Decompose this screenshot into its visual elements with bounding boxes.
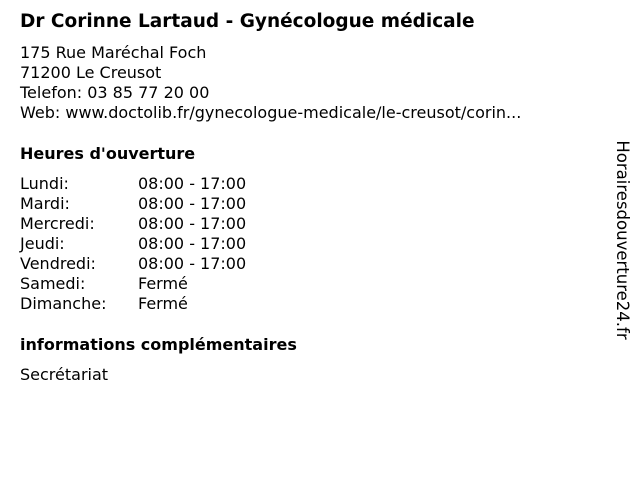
day-label: Vendredi: [20, 254, 96, 273]
opening-hours-heading: Heures d'ouverture [20, 144, 196, 163]
hours-row-monday [20, 174, 600, 194]
hours-row-sunday [20, 294, 600, 314]
time-range: 08:00 - 17:00 [138, 254, 247, 273]
day-label: Dimanche: [20, 294, 107, 313]
time-range: 08:00 - 17:00 [138, 214, 247, 233]
day-label: Lundi: [20, 174, 69, 193]
day-label: Mardi: [20, 194, 70, 213]
street-address: 175 Rue Maréchal Foch [20, 43, 207, 62]
time-range: Fermé [138, 274, 188, 293]
website-link[interactable]: Web: www.doctolib.fr/gynecologue-medicale/le-creusot/corin... [20, 103, 522, 122]
time-range: 08:00 - 17:00 [138, 174, 247, 193]
hours-row-tuesday [20, 194, 600, 214]
additional-info-heading: informations complémentaires [20, 335, 297, 354]
day-label: Mercredi: [20, 214, 95, 233]
hours-row-friday [20, 254, 600, 274]
business-card [20, 10, 600, 385]
day-label: Jeudi: [20, 234, 65, 253]
hours-row-thursday [20, 234, 600, 254]
phone-number: Telefon: 03 85 77 20 00 [20, 83, 210, 102]
day-label: Samedi: [20, 274, 86, 293]
time-range: 08:00 - 17:00 [138, 234, 247, 253]
hours-row-saturday [20, 274, 600, 294]
additional-info-text: Secrétariat [20, 365, 109, 384]
city-address: 71200 Le Creusot [20, 63, 162, 82]
time-range: 08:00 - 17:00 [138, 194, 247, 213]
site-watermark: Horairesdouverture24.fr [613, 140, 632, 340]
page-title: Dr Corinne Lartaud - Gynécologue médicale [20, 11, 475, 32]
opening-hours-table [20, 174, 600, 314]
hours-row-wednesday [20, 214, 600, 234]
time-range: Fermé [138, 294, 188, 313]
address-block [20, 43, 600, 123]
